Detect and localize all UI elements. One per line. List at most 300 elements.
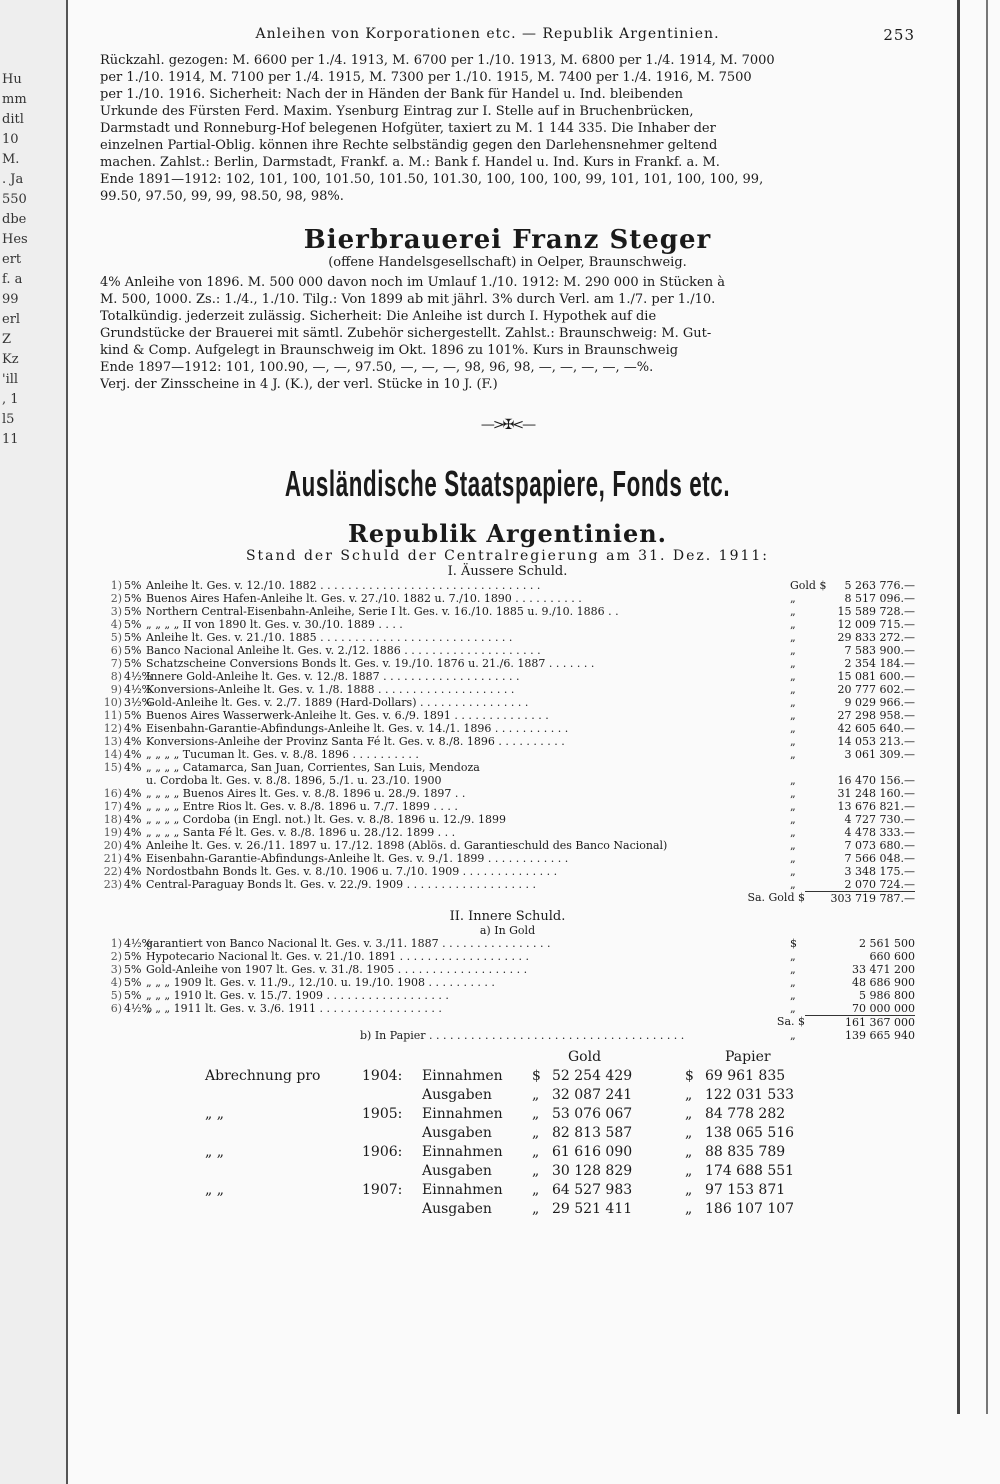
country-title: Republik Argentinien. <box>347 519 668 548</box>
table-row <box>100 1002 915 1015</box>
row-description: Anleihe lt. Ges. v. 12./10. 1882 . . . . . . . . . . . . . . . . . . . . . . . . . . . . . . . . <box>146 579 541 592</box>
external-debt-table <box>100 579 915 891</box>
row-index: 4) <box>110 618 122 631</box>
row-amount: 2 070 724.— <box>844 878 915 891</box>
row-rate: 5% <box>124 644 142 657</box>
left-edge-fragment: 10 <box>2 132 19 147</box>
row-rate: 4½% <box>124 937 153 950</box>
row-rate: 4% <box>124 787 142 800</box>
row-rate: 5% <box>124 592 142 605</box>
papier-currency: „ <box>685 1201 693 1217</box>
part1-sum-label: Sa. Gold $ <box>747 891 805 904</box>
table-row <box>100 605 915 618</box>
papier-amount: 174 688 551 <box>705 1163 795 1179</box>
row-prefix: „ „ <box>205 1144 224 1160</box>
row-description: Hypotecario Nacional lt. Ges. v. 21./10. 1891 . . . . . . . . . . . . . . . . . . . <box>146 950 529 963</box>
row-kind: Ausgaben <box>422 1201 492 1217</box>
abrechnung-row <box>100 1162 915 1181</box>
abrechnung-row <box>100 1181 915 1200</box>
table-row <box>100 963 915 976</box>
row-description: Central-Paraguay Bonds lt. Ges. v. 22./9. 1909 . . . . . . . . . . . . . . . . . . . <box>146 878 536 891</box>
part2b-row <box>100 1029 915 1042</box>
table-row <box>100 852 915 865</box>
table-row <box>100 865 915 878</box>
running-header <box>100 26 915 52</box>
table-row <box>100 592 915 605</box>
row-rate: 4% <box>124 800 142 813</box>
row-index: 16) <box>103 787 122 800</box>
row-rate: 5% <box>124 618 142 631</box>
right-page-line <box>986 0 988 1414</box>
left-edge-fragment: Z <box>2 332 12 347</box>
gold-amount: 61 616 090 <box>552 1144 633 1160</box>
table-row <box>100 579 915 592</box>
table-row <box>100 976 915 989</box>
row-rate: 5% <box>124 657 142 670</box>
left-edge-fragment: ditl <box>2 112 24 127</box>
papier-amount: 186 107 107 <box>705 1201 795 1217</box>
row-description: „ „ „ „ Tucuman lt. Ges. v. 8./8. 1896 . . . . . . . . . . <box>146 748 419 761</box>
gold-currency: $ <box>532 1068 541 1084</box>
papier-currency: „ <box>685 1144 693 1160</box>
gold-currency: „ <box>532 1125 540 1141</box>
left-edge-fragment: erl <box>2 312 21 327</box>
left-edge-fragment: mm <box>2 92 27 107</box>
row-amount: 7 583 900.— <box>844 644 915 657</box>
text-line: per 1./10. 1914, M. 7100 per 1./4. 1915, M. 7300 per 1./10. 1915, M. 7400 per 1./4. 1916, M. 7500 <box>100 70 752 85</box>
row-currency: „ <box>790 605 796 618</box>
row-rate: 5% <box>124 605 142 618</box>
row-currency: „ <box>790 683 796 696</box>
row-index: 2) <box>110 592 122 605</box>
part2b-currency: „ <box>790 1029 796 1042</box>
gold-currency: „ <box>532 1144 540 1160</box>
part2a-title: a) In Gold <box>479 924 536 937</box>
row-currency: „ <box>790 735 796 748</box>
row-rate: 5% <box>124 709 142 722</box>
gold-currency: „ <box>532 1201 540 1217</box>
table-row <box>100 989 915 1002</box>
part1-sum-amount: 303 719 787.— <box>805 891 915 906</box>
row-amount: 4 478 333.— <box>844 826 915 839</box>
row-currency: „ <box>790 989 796 1002</box>
row-amount: 31 248 160.— <box>837 787 915 800</box>
table-row <box>100 813 915 826</box>
row-rate: 4% <box>124 735 142 748</box>
table-row <box>100 631 915 644</box>
row-kind: Einnahmen <box>422 1144 503 1160</box>
row-index: 3) <box>110 963 122 976</box>
row-amount: 3 348 175.— <box>844 865 915 878</box>
text-line: Darmstadt und Ronneburg-Hof belegenen Hofgüter, taxiert zu M. 1 144 335. Die Inhaber der <box>100 121 716 136</box>
row-description: u. Cordoba lt. Ges. v. 8./8. 1896, 5./1. u. 23./10. 1900 <box>146 774 442 787</box>
left-edge-fragment: 11 <box>2 432 19 447</box>
papier-amount: 69 961 835 <box>705 1068 786 1084</box>
left-page-edge <box>0 0 68 1484</box>
row-currency: „ <box>790 787 796 800</box>
left-edge-fragment: l5 <box>2 412 15 427</box>
row-description: Anleihe lt. Ges. v. 21./10. 1885 . . . . . . . . . . . . . . . . . . . . . . . . . . . . <box>146 631 513 644</box>
text-line: Urkunde des Fürsten Ferd. Maxim. Ysenburg Eintrag zur I. Stelle auf in Bruchenbrücken, <box>100 104 694 119</box>
text-line: per 1./10. 1916. Sicherheit: Nach der in Händen der Bank für Handel u. Ind. bleibenden <box>100 87 683 102</box>
row-amount: 2 561 500 <box>859 937 915 950</box>
abrechnung-row <box>100 1143 915 1162</box>
row-description: garantiert von Banco Nacional lt. Ges. v. 3./11. 1887 . . . . . . . . . . . . . . . . <box>146 937 551 950</box>
row-amount: 15 589 728.— <box>837 605 915 618</box>
gold-currency: „ <box>532 1106 540 1122</box>
row-description: „ „ „ 1909 lt. Ges. v. 11./9., 12./10. u. 19./10. 1908 . . . . . . . . . . <box>146 976 495 989</box>
row-rate: 5% <box>124 631 142 644</box>
row-currency: „ <box>790 865 796 878</box>
firm-name: Bierbrauerei Franz Steger <box>303 225 712 255</box>
row-index: 17) <box>103 800 122 813</box>
row-index: 19) <box>103 826 122 839</box>
row-index: 15) <box>103 761 122 774</box>
row-amount: 5 263 776.— <box>844 579 915 592</box>
left-edge-fragment: M. <box>2 152 20 167</box>
gold-amount: 30 128 829 <box>552 1163 633 1179</box>
left-edge-fragment: f. a <box>2 272 23 287</box>
internal-debt-table <box>100 937 915 1015</box>
row-rate: 5% <box>124 976 142 989</box>
table-row <box>100 618 915 631</box>
row-amount: 70 000 000 <box>852 1002 915 1015</box>
abrechnung-row <box>100 1067 915 1086</box>
section-divider: —>✠<— <box>480 417 535 433</box>
part1-title: I. Äussere Schuld. <box>447 564 568 579</box>
row-index: 12) <box>103 722 122 735</box>
left-edge-fragment: . Ja <box>2 172 24 187</box>
left-edge-fragment: , 1 <box>2 392 19 407</box>
table-row <box>100 839 915 852</box>
left-edge-fragment: 'ill <box>2 372 19 387</box>
row-currency: „ <box>790 709 796 722</box>
row-description: „ „ „ „ Catamarca, San Juan, Corrientes, San Luis, Mendoza <box>146 761 480 774</box>
firm-text <box>100 274 915 393</box>
row-currency: „ <box>790 963 796 976</box>
row-kind: Ausgaben <box>422 1163 492 1179</box>
row-currency: „ <box>790 748 796 761</box>
table-row <box>100 657 915 670</box>
section-title: Ausländische Staatspapiere, Fonds etc. <box>284 463 731 504</box>
row-rate: 5% <box>124 963 142 976</box>
row-currency: „ <box>790 839 796 852</box>
row-rate: 4% <box>124 722 142 735</box>
row-amount: 7 566 048.— <box>844 852 915 865</box>
row-amount: 48 686 900 <box>852 976 915 989</box>
part2a-sum-label: Sa. $ <box>776 1015 805 1028</box>
row-index: 20) <box>103 839 122 852</box>
row-currency: „ <box>790 813 796 826</box>
papier-currency: „ <box>685 1106 693 1122</box>
part1-sum <box>100 891 915 905</box>
gold-amount: 53 076 067 <box>552 1106 633 1122</box>
row-amount: 15 081 600.— <box>837 670 915 683</box>
row-currency: „ <box>790 878 796 891</box>
col-papier-label: Papier <box>725 1049 771 1065</box>
row-index: 14) <box>103 748 122 761</box>
row-kind: Ausgaben <box>422 1125 492 1141</box>
text-line: 4% Anleihe von 1896. M. 500 000 davon noch im Umlauf 1./10. 1912: M. 290 000 in Stücken à <box>100 275 725 290</box>
row-description: „ „ „ „ Cordoba (in Engl. not.) lt. Ges. v. 8./8. 1896 u. 12./9. 1899 <box>146 813 507 826</box>
row-index: 8) <box>110 670 122 683</box>
row-rate: 4% <box>124 865 142 878</box>
row-amount: 12 009 715.— <box>837 618 915 631</box>
row-rate: 4½% <box>124 670 153 683</box>
row-kind: Einnahmen <box>422 1106 503 1122</box>
papier-amount: 122 031 533 <box>705 1087 795 1103</box>
table-row <box>100 761 915 774</box>
previous-entry-text <box>100 52 915 205</box>
row-prefix: „ „ <box>205 1106 224 1122</box>
left-edge-fragment: Hes <box>2 232 28 247</box>
table-row <box>100 787 915 800</box>
row-index: 2) <box>110 950 122 963</box>
table-row <box>100 683 915 696</box>
left-edge-fragment: Kz <box>2 352 19 367</box>
row-description: „ „ „ „ II von 1890 lt. Ges. v. 30./10. 1889 . . . . <box>146 618 403 631</box>
table-row <box>100 722 915 735</box>
text-line: 99.50, 97.50, 99, 99, 98.50, 98, 98%. <box>100 189 344 204</box>
row-description: Buenos Aires Wasserwerk-Anleihe lt. Ges. v. 6./9. 1891 . . . . . . . . . . . . . . <box>146 709 549 722</box>
row-amount: 660 600 <box>869 950 915 963</box>
row-index: 1) <box>110 579 122 592</box>
row-index: 11) <box>103 709 122 722</box>
row-description: Konversions-Anleihe der Provinz Santa Fé lt. Ges. v. 8./8. 1896 . . . . . . . . . . <box>146 735 565 748</box>
row-index: 9) <box>110 683 122 696</box>
row-description: Gold-Anleihe lt. Ges. v. 2./7. 1889 (Hard-Dollars) . . . . . . . . . . . . . . . . <box>146 696 529 709</box>
text-line: Grundstücke der Brauerei mit sämtl. Zubehör sichergestellt. Zahlst.: Braunschweig: M. Gut- <box>100 326 712 341</box>
row-rate: 3½% <box>124 696 153 709</box>
row-kind: Einnahmen <box>422 1068 503 1084</box>
table-row <box>100 735 915 748</box>
left-edge-fragment: 550 <box>2 192 27 207</box>
abrechnung-table <box>100 1067 915 1219</box>
gold-amount: 82 813 587 <box>552 1125 633 1141</box>
abrechnung-row <box>100 1200 915 1219</box>
row-rate: 4% <box>124 813 142 826</box>
papier-amount: 84 778 282 <box>705 1106 786 1122</box>
row-index: 3) <box>110 605 122 618</box>
row-amount: 8 517 096.— <box>844 592 915 605</box>
left-edge-fragment: ert <box>2 252 22 267</box>
row-index: 6) <box>110 1002 122 1015</box>
left-edge-fragment: dbe <box>2 212 27 227</box>
row-index: 22) <box>103 865 122 878</box>
row-rate: 5% <box>124 989 142 1002</box>
row-index: 5) <box>110 631 122 644</box>
col-gold-label: Gold <box>568 1049 602 1065</box>
abrechnung-row <box>100 1124 915 1143</box>
row-description: Gold-Anleihe von 1907 lt. Ges. v. 31./8. 1905 . . . . . . . . . . . . . . . . . . . <box>146 963 528 976</box>
row-amount: 14 053 213.— <box>837 735 915 748</box>
row-year: 1906: <box>362 1144 403 1160</box>
row-description: Nordostbahn Bonds lt. Ges. v. 8./10. 1906 u. 7./10. 1909 . . . . . . . . . . . . . . <box>146 865 558 878</box>
row-currency: $ <box>790 937 797 950</box>
row-amount: 3 061 309.— <box>844 748 915 761</box>
row-rate: 4% <box>124 748 142 761</box>
row-currency: „ <box>790 657 796 670</box>
gold-amount: 64 527 983 <box>552 1182 633 1198</box>
row-currency: „ <box>790 644 796 657</box>
page-number: 253 <box>883 26 915 44</box>
country-subtitle: Stand der Schuld der Centralregierung am 31. Dez. 1911: <box>245 548 770 564</box>
row-rate: 4% <box>124 826 142 839</box>
papier-currency: „ <box>685 1087 693 1103</box>
row-currency: „ <box>790 976 796 989</box>
right-page-edge <box>957 0 1000 1414</box>
text-line: Totalkündig. jederzeit zulässig. Sicherheit: Die Anleihe ist durch I. Hypothek auf die <box>100 309 657 324</box>
row-currency: „ <box>790 774 796 787</box>
row-amount: 20 777 602.— <box>837 683 915 696</box>
firm-subtitle: (offene Handelsgesellschaft) in Oelper, Braunschweig. <box>328 255 687 270</box>
table-row <box>100 644 915 657</box>
row-currency: „ <box>790 722 796 735</box>
gold-currency: „ <box>532 1087 540 1103</box>
row-rate: 5% <box>124 579 142 592</box>
text-line: Rückzahl. gezogen: M. 6600 per 1./4. 1913, M. 6700 per 1./10. 1913, M. 6800 per 1./4. 1914, M. 7000 <box>100 53 775 68</box>
row-index: 18) <box>103 813 122 826</box>
row-amount: 42 605 640.— <box>837 722 915 735</box>
part2b-label: b) In Papier . . . . . . . . . . . . . . . . . . . . . . . . . . . . . . . . . . . . . <box>360 1029 685 1042</box>
row-description: „ „ „ „ Santa Fé lt. Ges. v. 8./8. 1896 u. 28./12. 1899 . . . <box>146 826 456 839</box>
text-line: kind & Comp. Aufgelegt in Braunschweig im Okt. 1896 zu 101%. Kurs in Braunschweig <box>100 343 679 358</box>
row-index: 6) <box>110 644 122 657</box>
table-row <box>100 826 915 839</box>
row-description: Eisenbahn-Garantie-Abfindungs-Anleihe lt. Ges. v. 9./1. 1899 . . . . . . . . . . . . <box>146 852 569 865</box>
row-amount: 16 470 156.— <box>837 774 915 787</box>
left-edge-fragment: Hu <box>2 72 22 87</box>
row-currency: Gold $ <box>790 579 827 592</box>
header-title: Anleihen von Korporationen etc. — Republik Argentinien. <box>255 26 720 42</box>
table-row <box>100 748 915 761</box>
row-kind: Ausgaben <box>422 1087 492 1103</box>
row-rate: 4% <box>124 878 142 891</box>
row-description: Anleihe lt. Ges. v. 26./11. 1897 u. 17./12. 1898 (Ablös. d. Garantieschuld des Banco Nacional) <box>146 839 668 852</box>
row-amount: 9 029 966.— <box>844 696 915 709</box>
row-kind: Einnahmen <box>422 1182 503 1198</box>
text-line: Ende 1891—1912: 102, 101, 100, 101.50, 101.50, 101.30, 100, 100, 100, 99, 101, 101, 100, 100, 99, <box>100 172 764 187</box>
text-line: Verj. der Zinsscheine in 4 J. (K.), der verl. Stücke in 10 J. (F.) <box>100 377 498 392</box>
row-amount: 27 298 958.— <box>837 709 915 722</box>
row-index: 23) <box>103 878 122 891</box>
page-content <box>100 26 915 1219</box>
row-rate: 4% <box>124 839 142 852</box>
row-index: 21) <box>103 852 122 865</box>
papier-amount: 97 153 871 <box>705 1182 786 1198</box>
row-amount: 33 471 200 <box>852 963 915 976</box>
gold-amount: 29 521 411 <box>552 1201 633 1217</box>
papier-currency: „ <box>685 1182 693 1198</box>
row-year: 1905: <box>362 1106 403 1122</box>
part2b-amount: 139 665 940 <box>845 1029 915 1042</box>
row-currency: „ <box>790 852 796 865</box>
papier-currency: „ <box>685 1163 693 1179</box>
row-index: 13) <box>103 735 122 748</box>
row-rate: 4% <box>124 852 142 865</box>
row-currency: „ <box>790 1002 796 1015</box>
table-row <box>100 800 915 813</box>
row-index: 7) <box>110 657 122 670</box>
row-currency: „ <box>790 618 796 631</box>
row-currency: „ <box>790 800 796 813</box>
abrechnung-row <box>100 1105 915 1124</box>
row-description: Eisenbahn-Garantie-Abfindungs-Anleihe lt. Ges. v. 14./1. 1896 . . . . . . . . . . . <box>146 722 569 735</box>
table-row <box>100 937 915 950</box>
row-amount: 5 986 800 <box>859 989 915 1002</box>
table-row <box>100 950 915 963</box>
papier-amount: 88 835 789 <box>705 1144 786 1160</box>
table-row <box>100 696 915 709</box>
row-index: 1) <box>110 937 122 950</box>
papier-currency: $ <box>685 1068 694 1084</box>
text-line: Ende 1897—1912: 101, 100.90, —, —, 97.50, —, —, —, 98, 96, 98, —, —, —, —, —%. <box>100 360 654 375</box>
row-index: 10) <box>103 696 122 709</box>
row-amount: 2 354 184.— <box>844 657 915 670</box>
gold-currency: „ <box>532 1182 540 1198</box>
row-currency: „ <box>790 950 796 963</box>
row-currency: „ <box>790 826 796 839</box>
row-rate: 4½% <box>124 1002 153 1015</box>
row-currency: „ <box>790 696 796 709</box>
row-currency: „ <box>790 670 796 683</box>
row-amount: 7 073 680.— <box>844 839 915 852</box>
row-description: „ „ „ 1911 lt. Ges. v. 3./6. 1911 . . . . . . . . . . . . . . . . . . <box>146 1002 442 1015</box>
abrechnung-row <box>100 1086 915 1105</box>
row-index: 5) <box>110 989 122 1002</box>
row-amount: 29 833 272.— <box>837 631 915 644</box>
table-row <box>100 774 915 787</box>
gold-amount: 32 087 241 <box>552 1087 633 1103</box>
text-line: einzelnen Partial-Oblig. können ihre Rechte selbständig gegen den Darlehensnehmer geltend <box>100 138 718 153</box>
row-amount: 13 676 821.— <box>837 800 915 813</box>
row-description: Konversions-Anleihe lt. Ges. v. 1./8. 1888 . . . . . . . . . . . . . . . . . . . . <box>146 683 515 696</box>
part2-title: II. Innere Schuld. <box>449 909 566 924</box>
table-row <box>100 878 915 891</box>
row-description: „ „ „ „ Buenos Aires lt. Ges. v. 8./8. 1896 u. 28./9. 1897 . . <box>146 787 466 800</box>
gold-amount: 52 254 429 <box>552 1068 633 1084</box>
row-description: „ „ „ „ Entre Rios lt. Ges. v. 8./8. 1896 u. 7./7. 1899 . . . . <box>146 800 458 813</box>
part2a-sum-amount: 161 367 000 <box>805 1015 915 1030</box>
row-currency: „ <box>790 631 796 644</box>
row-description: Northern Central-Eisenbahn-Anleihe, Serie I lt. Ges. v. 16./10. 1885 u. 9./10. 1886 . . <box>146 605 619 618</box>
table-row <box>100 670 915 683</box>
row-description: Innere Gold-Anleihe lt. Ges. v. 12./8. 1887 . . . . . . . . . . . . . . . . . . . . <box>146 670 520 683</box>
row-prefix: „ „ <box>205 1182 224 1198</box>
text-line: machen. Zahlst.: Berlin, Darmstadt, Frankf. a. M.: Bank f. Handel u. Ind. Kurs in Frankf. a. M. <box>100 155 720 170</box>
row-description: „ „ „ 1910 lt. Ges. v. 15./7. 1909 . . . . . . . . . . . . . . . . . . <box>146 989 449 1002</box>
papier-currency: „ <box>685 1125 693 1141</box>
row-currency: „ <box>790 592 796 605</box>
row-amount: 4 727 730.— <box>844 813 915 826</box>
gold-currency: „ <box>532 1163 540 1179</box>
row-year: 1904: <box>362 1068 403 1084</box>
row-description: Buenos Aires Hafen-Anleihe lt. Ges. v. 27./10. 1882 u. 7./10. 1890 . . . . . . . . . . <box>146 592 582 605</box>
row-rate: 4% <box>124 761 142 774</box>
row-rate: 5% <box>124 950 142 963</box>
row-index: 4) <box>110 976 122 989</box>
row-prefix: Abrechnung pro <box>205 1068 321 1084</box>
part2a-sum <box>100 1015 915 1029</box>
row-description: Schatzscheine Conversions Bonds lt. Ges. v. 19./10. 1876 u. 21./6. 1887 . . . . . . . <box>146 657 595 670</box>
text-line: M. 500, 1000. Zs.: 1./4., 1./10. Tilg.: Von 1899 ab mit jährl. 3% durch Verl. am 1./7. per 1./10. <box>100 292 716 307</box>
abrechnung-header <box>100 1048 915 1067</box>
left-edge-fragment: 99 <box>2 292 19 307</box>
papier-amount: 138 065 516 <box>705 1125 795 1141</box>
row-year: 1907: <box>362 1182 403 1198</box>
row-description: Banco Nacional Anleihe lt. Ges. v. 2./12. 1886 . . . . . . . . . . . . . . . . . . . . <box>146 644 541 657</box>
table-row <box>100 709 915 722</box>
